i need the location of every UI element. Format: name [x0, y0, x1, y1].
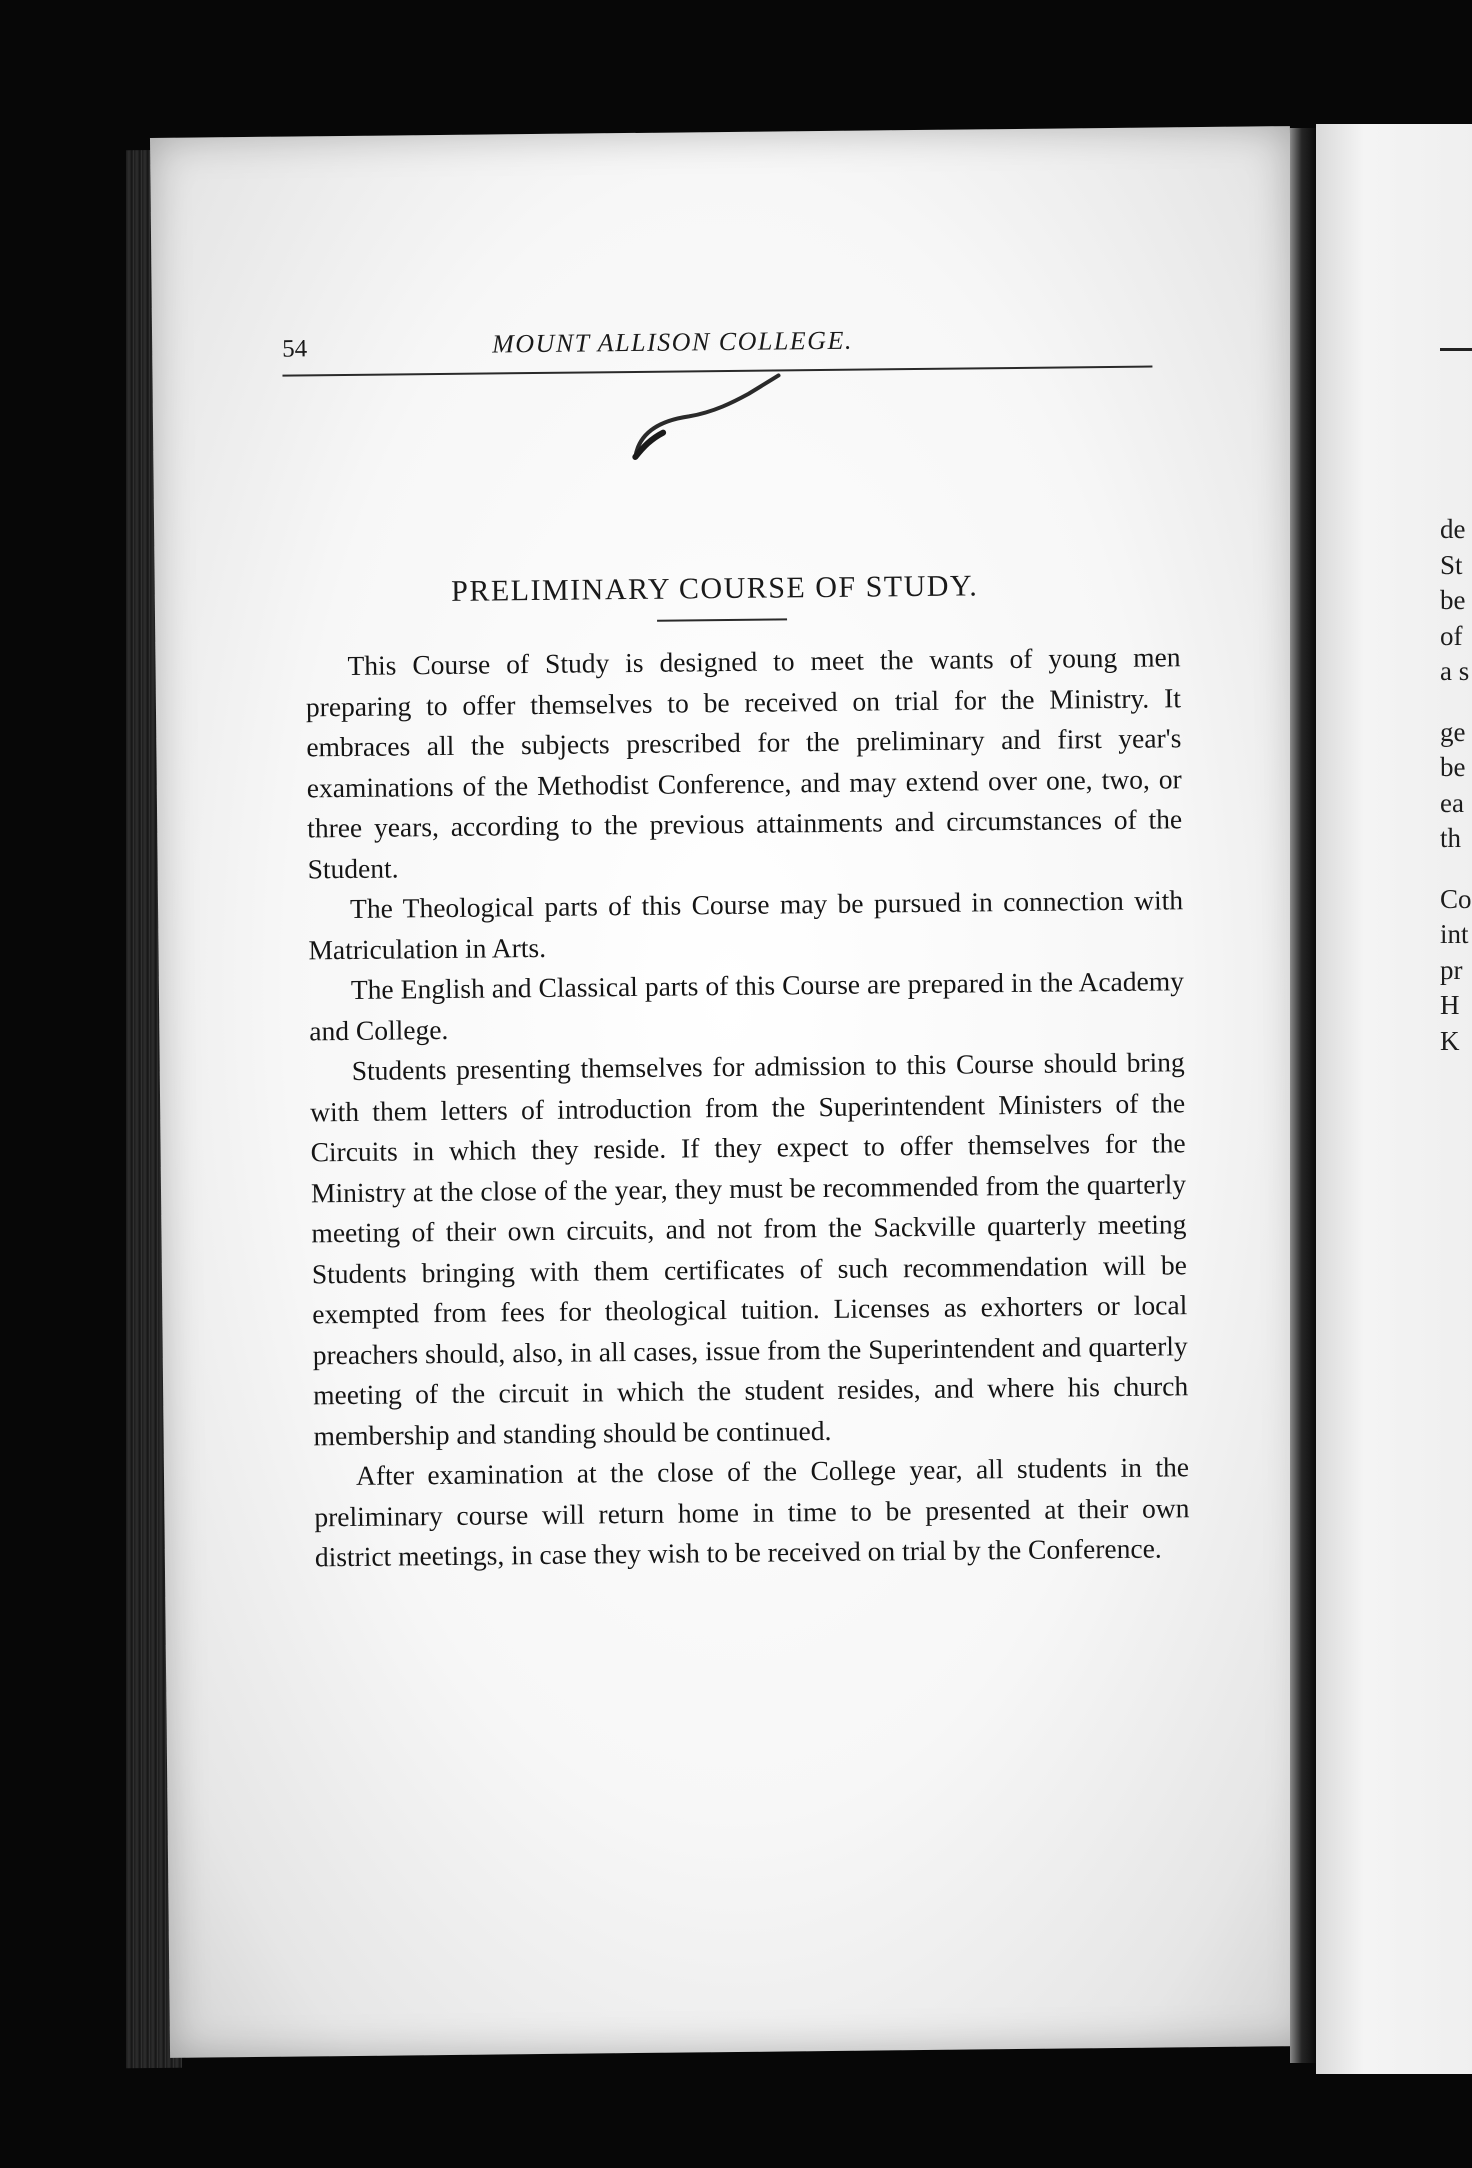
- paragraph: This Course of Study is designed to meet the wants of young men preparing to offer themselves to be received on trial for the Ministry. It embraces all the subjects prescribed for the preliminary and first year's examinations of the Methodist Conference, and may extend over one, two, or three years, according to the previous attainments and circumstances of the Student.: [305, 641, 1183, 884]
- title-rule: [657, 618, 787, 621]
- facing-line-fragment: de: [1440, 514, 1466, 544]
- running-title: MOUNT ALLISON COLLEGE.: [492, 325, 854, 359]
- facing-line-fragment: int: [1440, 919, 1469, 949]
- paragraph: The English and Classical parts of this Course are prepared in the Academy and College.: [309, 965, 1185, 1046]
- facing-line-fragment: [1440, 690, 1472, 715]
- facing-page-rule: [1440, 348, 1472, 351]
- body-text: [305, 637, 1190, 1578]
- facing-page-text: [1440, 512, 1472, 1059]
- facing-line-fragment: be: [1440, 752, 1466, 782]
- facing-page: [1316, 124, 1472, 2074]
- section-title: PRELIMINARY COURSE OF STUDY.: [451, 569, 979, 608]
- facing-line-fragment: ea: [1440, 787, 1464, 818]
- paragraph: The Theological parts of this Course may be pursued in connection with Matriculation in Arts.: [308, 884, 1184, 965]
- facing-line-fragment: St: [1440, 549, 1463, 580]
- facing-line-fragment: pr: [1440, 954, 1463, 985]
- facing-line-fragment: H: [1440, 990, 1460, 1020]
- facing-line-fragment: ge: [1440, 716, 1466, 747]
- facing-line-fragment: Co: [1440, 883, 1472, 914]
- facing-line-fragment: be: [1440, 585, 1466, 615]
- facing-line-fragment: th: [1440, 823, 1462, 853]
- paragraph: Students presenting themselves for admission to this Course should bring with them letters of introduction from the Superintendent Ministers of the Circuits in which they reside. If they expect to offer themselves for the Ministry at the close of the year, they must be recommended from the quarterly meeting of their own circuits, and not from the Sackville quarterly meeting Students bringing with them certificates of such recommendation will be exempted from fees for theological tuition. Licenses as exhorters or local preachers should, also, in all cases, issue from the Superintendent and quarterly meeting of the circuit in which the student resides, and where his church membership and standing should be continued.: [310, 1046, 1189, 1451]
- facing-line-fragment: a s: [1440, 656, 1470, 686]
- book-gutter: [1290, 128, 1316, 2063]
- running-head: [282, 322, 1162, 371]
- paragraph: After examination at the close of the College year, all students in the preliminary course will return home in time to be presented at their own district meetings, in case they wish to be received on trial by the Conference.: [314, 1451, 1190, 1573]
- pen-mark: [628, 371, 789, 463]
- facing-line-fragment: of: [1440, 620, 1463, 651]
- book-page: [150, 126, 1310, 2058]
- page-number: 54: [282, 335, 308, 363]
- facing-line-fragment: K: [1440, 1025, 1460, 1056]
- facing-line-fragment: [1440, 857, 1472, 882]
